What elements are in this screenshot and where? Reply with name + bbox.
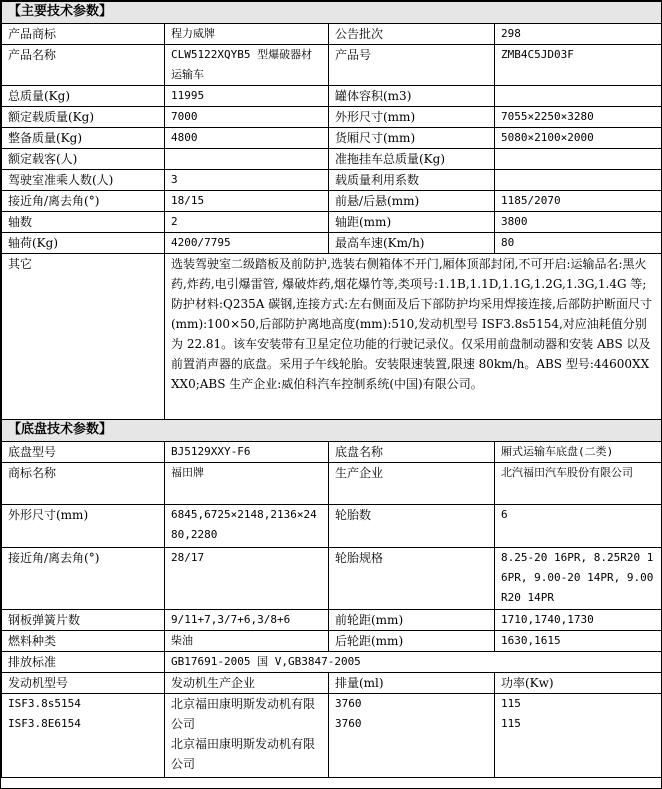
field-label: 外形尺寸(mm)	[2, 505, 165, 548]
spec-row	[2, 212, 662, 233]
field-label: 外形尺寸(mm)	[329, 107, 495, 128]
spec-row	[2, 463, 662, 505]
engine-model: ISF3.8E6154	[8, 717, 81, 730]
field-value: 11995	[165, 86, 329, 107]
field-value: 6845,6725×2148,2136×2480,2280	[165, 505, 329, 548]
engine-header-displacement: 排量(ml)	[329, 673, 495, 694]
field-label: 轴距(mm)	[329, 212, 495, 233]
field-label: 货厢尺寸(mm)	[329, 128, 495, 149]
field-value	[495, 170, 662, 191]
spec-row	[2, 107, 662, 128]
field-label: 轴数	[2, 212, 165, 233]
field-value: ZMB4C5JD03F	[495, 45, 662, 86]
engine-maker: 北京福田康明斯发动机有限公司	[171, 737, 316, 771]
engine-maker: 北京福田康明斯发动机有限公司	[171, 697, 316, 731]
field-value: 3	[165, 170, 329, 191]
emission-label: 排放标准	[2, 652, 165, 673]
field-label: 前悬/后悬(mm)	[329, 191, 495, 212]
field-label: 载质量利用系数	[329, 170, 495, 191]
field-label: 接近角/离去角(°)	[2, 548, 165, 610]
section-chassis-title: 【底盘技术参数】	[2, 420, 662, 442]
field-value: 柴油	[165, 631, 329, 652]
field-value: 8.25-20 16PR, 8.25R20 16PR, 9.00-20 14PR, 9.00R20 14PR	[495, 548, 662, 610]
spec-row	[2, 442, 662, 463]
field-value: 4200/7795	[165, 233, 329, 254]
other-text: 选装驾驶室二级踏板及前防护,选装右侧箱体不开门,厢体顶部封闭,不可开启:运输品名:黑火药,炸药,电引爆雷管, 爆破炸药,烟花爆竹等,类项号:1.1B,1.1D,1.1G,1.2G,1.3G,1.4G 等; 防护材料:Q235A 碳钢,连接方式:左右侧面及后下部防护均采用焊接连接,后部防护断面尺寸(mm):100×50,后部防护离地高度(mm):510,发动机型号 ISF3.8s5154,对应油耗值分别为 22.81。该车安装带有卫星定位功能的行驶记录仪。仅采用前盘制动器和安装 ABS 以及前置消声器的底盘。采用子午线轮胎。安装限速装置,限速 80km/h。ABS 型号:44600XXXX0;ABS 生产企业:威伯科汽车控制系统(中国)有限公司。	[165, 254, 662, 420]
engine-model: ISF3.8s5154	[8, 697, 81, 710]
other-label: 其它	[2, 254, 165, 420]
engine-header-maker: 发动机生产企业	[165, 673, 329, 694]
field-value: 3800	[495, 212, 662, 233]
field-value: 6	[495, 505, 662, 548]
field-value: 程力威牌	[165, 24, 329, 45]
field-label: 生产企业	[329, 463, 495, 505]
field-label: 罐体容积(m3)	[329, 86, 495, 107]
field-label: 产品商标	[2, 24, 165, 45]
field-label: 钢板弹簧片数	[2, 610, 165, 631]
spec-row	[2, 45, 662, 86]
spec-row	[2, 631, 662, 652]
spec-row	[2, 191, 662, 212]
section-main	[2, 2, 662, 24]
engine-power: 115	[501, 697, 521, 710]
emission-row	[2, 652, 662, 673]
field-label: 公告批次	[329, 24, 495, 45]
field-value	[495, 149, 662, 170]
spec-row	[2, 548, 662, 610]
field-value: 4800	[165, 128, 329, 149]
field-value: CLW5122XQYB5 型爆破器材运输车	[165, 45, 329, 86]
spec-row	[2, 24, 662, 45]
engine-header-power: 功率(Kw)	[495, 673, 662, 694]
field-label: 驾驶室准乘人数(人)	[2, 170, 165, 191]
section-chassis	[2, 420, 662, 442]
engine-displacement-cell	[329, 694, 495, 778]
field-label: 燃料种类	[2, 631, 165, 652]
field-label: 额定载质量(Kg)	[2, 107, 165, 128]
engine-maker-cell	[165, 694, 329, 778]
field-value: 18/15	[165, 191, 329, 212]
field-value: 5080×2100×2000	[495, 128, 662, 149]
engine-displacement: 3760	[335, 697, 362, 710]
field-value: 7055×2250×3280	[495, 107, 662, 128]
spec-row	[2, 149, 662, 170]
field-value: 28/17	[165, 548, 329, 610]
field-label: 轮胎数	[329, 505, 495, 548]
field-label: 轴荷(Kg)	[2, 233, 165, 254]
field-label: 商标名称	[2, 463, 165, 505]
spec-row	[2, 128, 662, 149]
field-value	[495, 86, 662, 107]
field-label: 最高车速(Km/h)	[329, 233, 495, 254]
field-label: 底盘型号	[2, 442, 165, 463]
field-label: 前轮距(mm)	[329, 610, 495, 631]
field-value: 1185/2070	[495, 191, 662, 212]
field-value: 北汽福田汽车股份有限公司	[495, 463, 662, 505]
field-label: 准拖挂车总质量(Kg)	[329, 149, 495, 170]
field-label: 整备质量(Kg)	[2, 128, 165, 149]
field-label: 后轮距(mm)	[329, 631, 495, 652]
engine-power: 115	[501, 717, 521, 730]
field-value: 福田牌	[165, 463, 329, 505]
field-value: 1710,1740,1730	[495, 610, 662, 631]
field-value: 298	[495, 24, 662, 45]
field-label: 底盘名称	[329, 442, 495, 463]
field-value: BJ5129XXY-F6	[165, 442, 329, 463]
field-value	[165, 149, 329, 170]
engine-power-cell	[495, 694, 662, 778]
field-value: 1630,1615	[495, 631, 662, 652]
engine-header-model: 发动机型号	[2, 673, 165, 694]
field-label: 产品名称	[2, 45, 165, 86]
field-value: 80	[495, 233, 662, 254]
engine-model-cell	[2, 694, 165, 778]
field-value: 2	[165, 212, 329, 233]
field-value: 7000	[165, 107, 329, 128]
spec-row	[2, 86, 662, 107]
field-value: 厢式运输车底盘(二类)	[495, 442, 662, 463]
section-main-title: 【主要技术参数】	[2, 2, 662, 24]
other-row	[2, 254, 662, 420]
spec-row	[2, 170, 662, 191]
field-label: 总质量(Kg)	[2, 86, 165, 107]
emission-value: GB17691-2005 国 V,GB3847-2005	[165, 652, 662, 673]
spec-row	[2, 505, 662, 548]
engine-values-row	[2, 694, 662, 778]
field-label: 接近角/离去角(°)	[2, 191, 165, 212]
spec-row	[2, 610, 662, 631]
engine-header-row	[2, 673, 662, 694]
spec-table	[1, 1, 662, 778]
engine-displacement: 3760	[335, 717, 362, 730]
field-label: 产品号	[329, 45, 495, 86]
field-label: 轮胎规格	[329, 548, 495, 610]
field-label: 额定载客(人)	[2, 149, 165, 170]
field-value: 9/11+7,3/7+6,3/8+6	[165, 610, 329, 631]
spec-row	[2, 233, 662, 254]
